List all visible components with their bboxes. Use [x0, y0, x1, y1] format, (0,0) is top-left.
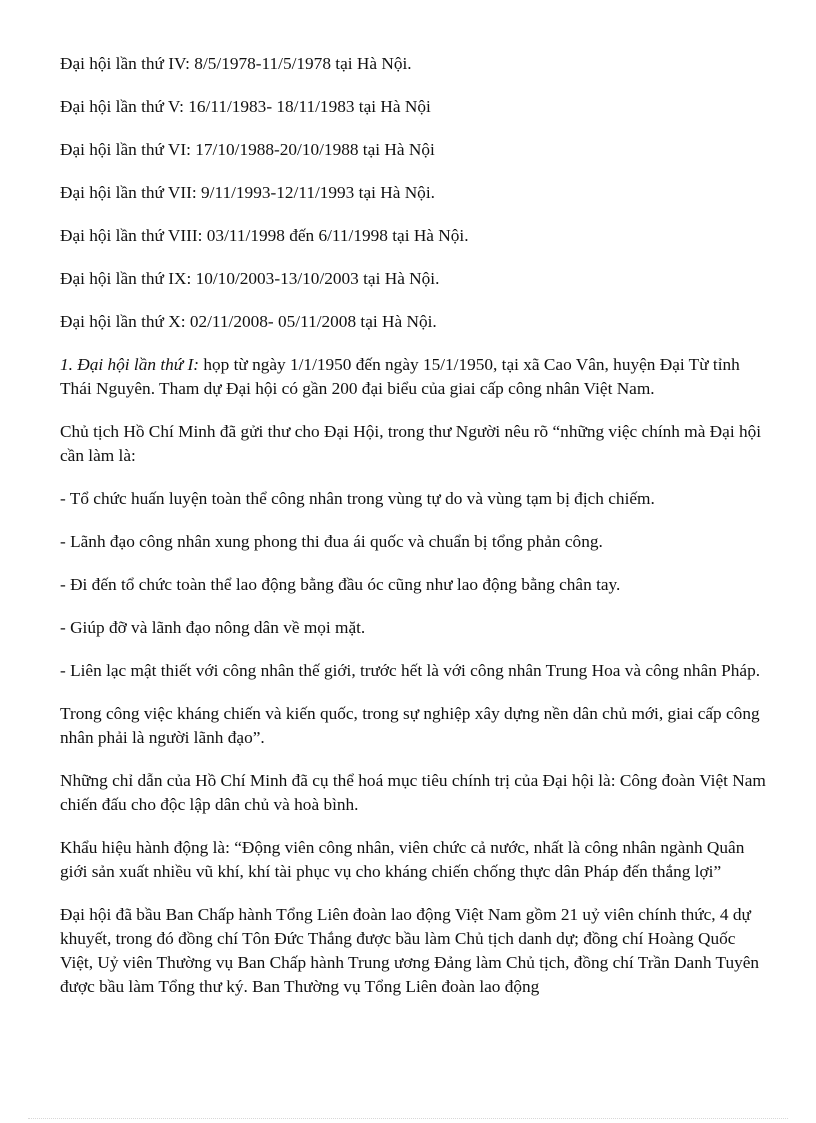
task-item-2: - Lãnh đạo công nhân xung phong thi đua ái quốc và chuẩn bị tổng phản công. [60, 532, 603, 551]
page-bottom-rule [28, 1118, 788, 1119]
action-slogan-paragraph: Khẩu hiệu hành động là: “Động viên công nhân, viên chức cả nước, nhất là công nhân ngành Quân giới sản xuất nhiều vũ khí, khí tài phục vụ cho kháng chiến chống thực dân Pháp đến thắng lợi” [60, 838, 745, 881]
political-goal-paragraph: Những chỉ dẫn của Hồ Chí Minh đã cụ thể hoá mục tiêu chính trị của Đại hội là: Công đoàn Việt Nam chiến đấu cho độc lập dân chủ và hoà bình. [60, 771, 766, 814]
section-1-paragraph [60, 353, 772, 401]
congress-viii-line: Đại hội lần thứ VIII: 03/11/1998 đến 6/11/1998 tại Hà Nội. [60, 226, 469, 245]
ho-chi-minh-letter-paragraph: Chủ tịch Hồ Chí Minh đã gửi thư cho Đại Hội, trong thư Người nêu rõ “những việc chính mà Đại hội cần làm là: [60, 422, 762, 465]
resistance-paragraph: Trong công việc kháng chiến và kiến quốc, trong sự nghiệp xây dựng nền dân chủ mới, giai cấp công nhân phải là người lãnh đạo”. [60, 704, 760, 747]
task-item-5: - Liên lạc mật thiết với công nhân thế giới, trước hết là với công nhân Trung Hoa và công nhân Pháp. [60, 661, 761, 680]
congress-ix-line: Đại hội lần thứ IX: 10/10/2003-13/10/2003 tại Hà Nội. [60, 269, 440, 288]
task-item-1: - Tổ chức huấn luyện toàn thể công nhân trong vùng tự do và vùng tạm bị địch chiếm. [60, 489, 655, 508]
executive-committee-paragraph: Đại hội đã bầu Ban Chấp hành Tổng Liên đoàn lao động Việt Nam gồm 21 uỷ viên chính thức, 4 dự khuyết, trong đó đồng chí Tôn Đức Thắng được bầu làm Chủ tịch danh dự; đồng chí Hoàng Quốc Việt, Uỷ viên Thường vụ Ban Chấp hành Trung ương Đảng làm Chủ tịch, đồng chí Trần Danh Tuyên được bầu làm Tổng thư ký. Ban Thường vụ Tổng Liên đoàn lao động [60, 905, 760, 996]
task-item-3: - Đi đến tổ chức toàn thể lao động bằng đầu óc cũng như lao động bằng chân tay. [60, 575, 621, 594]
congress-v-line: Đại hội lần thứ V: 16/11/1983- 18/11/1983 tại Hà Nội [60, 97, 431, 116]
congress-vi-line: Đại hội lần thứ VI: 17/10/1988-20/10/1988 tại Hà Nội [60, 140, 435, 159]
congress-iv-line: Đại hội lần thứ IV: 8/5/1978-11/5/1978 tại Hà Nội. [60, 54, 412, 73]
section-1-text: họp từ ngày 1/1/1950 đến ngày 15/1/1950, tại xã Cao Vân, huyện Đại Từ tỉnh Thái Nguyên. Tham dự Đại hội có gần 200 đại biểu của giai cấp công nhân Việt Nam. [60, 355, 740, 398]
section-1-lead: 1. Đại hội lần thứ I: [60, 355, 200, 374]
congress-vii-line: Đại hội lần thứ VII: 9/11/1993-12/11/1993 tại Hà Nội. [60, 183, 435, 202]
congress-x-line: Đại hội lần thứ X: 02/11/2008- 05/11/2008 tại Hà Nội. [60, 312, 437, 331]
document-page [60, 52, 772, 1018]
task-item-4: - Giúp đỡ và lãnh đạo nông dân về mọi mặt. [60, 618, 366, 637]
